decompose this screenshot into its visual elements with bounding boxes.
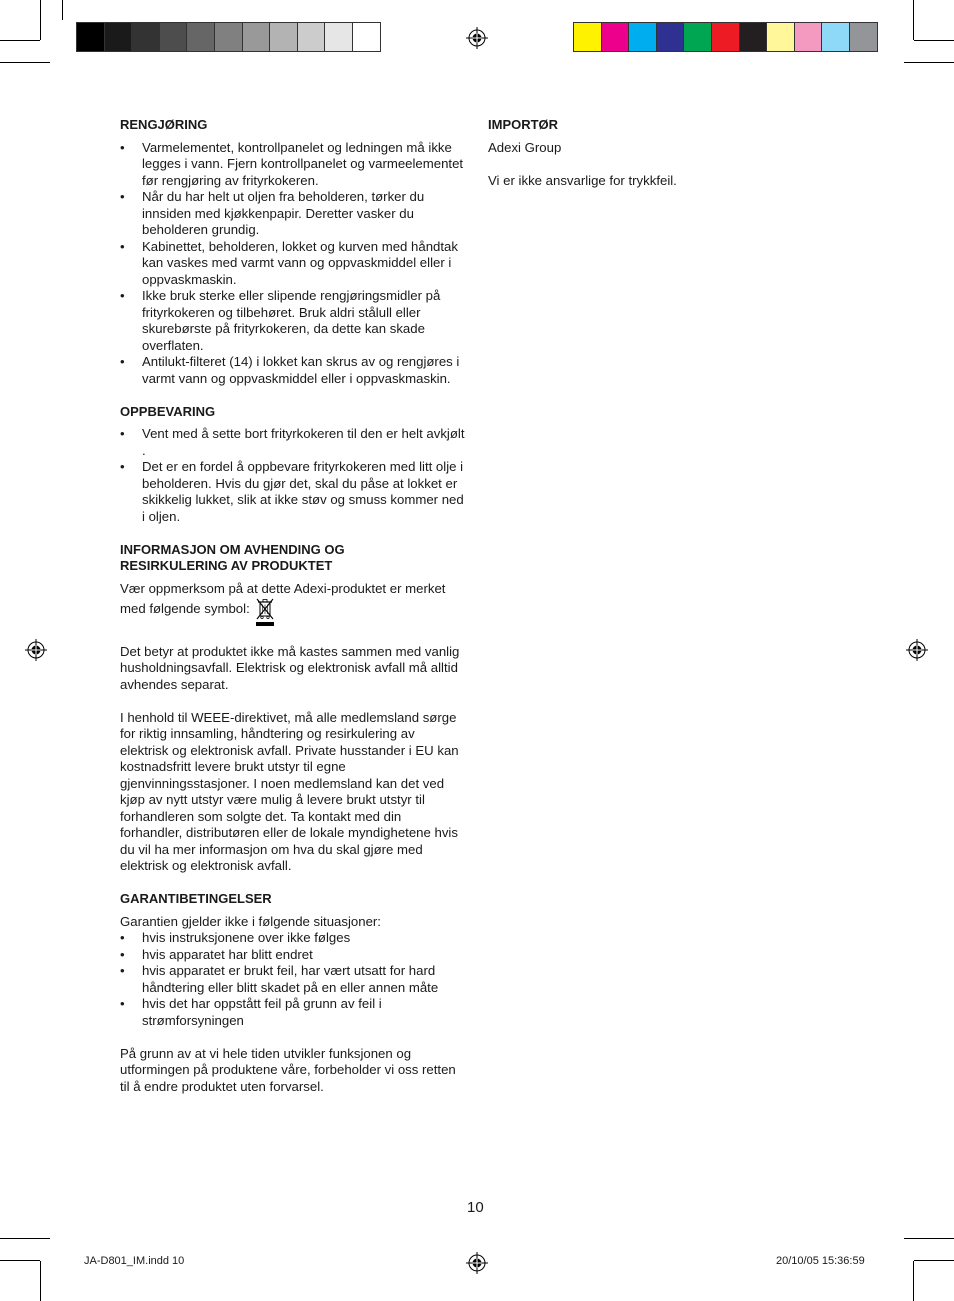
color-swatch [822,23,850,51]
list-item: • hvis apparatet har blitt endret [120,947,465,964]
list-item: • Antilukt-filteret (14) i lokket kan skrus av og rengjøres i varmt vann og oppvaskmiddel eller i oppvaskmaskin. [120,354,465,387]
storage-heading: OPPBEVARING [120,403,216,419]
list-item: • hvis apparatet er brukt feil, har vært utsatt for hard håndtering eller blitt skadet på en eller annen måte [120,963,465,996]
color-swatch [684,23,712,51]
color-swatch [712,23,740,51]
warranty-heading: GARANTIBETINGELSER [120,891,272,906]
color-swatch [187,23,215,51]
importer-name: Adexi Group [488,139,562,155]
disposal-paragraph-symbol [120,581,465,628]
list-item: • hvis det har oppstått feil på grunn av feil i strømforsyningen [120,996,465,1029]
storage-section [120,404,465,526]
storage-list [120,426,465,525]
cleaning-heading: RENGJØRING [120,117,208,132]
importer-heading: IMPORTØR [488,117,559,132]
color-swatch [795,23,823,51]
color-swatch [850,23,877,51]
disposal-text: Vær oppmerksom på at dette Adexi-produktet er merket med følgende symbol: [120,580,446,616]
disposal-section [120,542,465,875]
weee-paragraph: I henhold til WEEE-direktivet, må alle medlemsland sørge for riktig innsamling, håndtering og resirkulering av elektrisk og elektronisk avfall. Private husstander i EU kan kostnadsfritt levere brukt utstyr til egne gjenvinningsstasjoner. I noen medlemsland kan det ved kjøp av nytt utstyr være mulig å levere brukt utstyr til forhandleren som solgte det. Ta kontakt med din forhandler, distributøren eller de lokale myndighetene hvis du vil ha mer informasjon om hva du skal gjøre med elektrisk og elektronisk avfall. [120,709,459,873]
color-swatch [215,23,243,51]
list-item: • Det er en fordel å oppbevare frityrkokeren med litt olje i beholderen. Hvis du gjør det, skal du påse at lokket er skikkelig lukket, slik at ikke støv og smuss kommer ned i oljen. [120,459,465,525]
list-item: • Vent med å sette bort frityrkokeren til den er helt avkjølt . [120,426,465,459]
color-swatch [657,23,685,51]
color-swatch [574,23,602,51]
cleaning-section [120,117,465,387]
footer-timestamp: 20/10/05 15:36:59 [776,1255,865,1267]
color-swatch [740,23,768,51]
color-swatch [270,23,298,51]
cleaning-list [120,140,465,388]
color-swatch [629,23,657,51]
color-swatch [298,23,326,51]
disposal-paragraph: Det betyr at produktet ikke må kastes sammen med vanlig husholdningsavfall. Elektrisk og elektronisk avfall må alltid avhendes separat. [120,643,460,692]
registration-mark-icon [25,639,47,661]
disposal-heading [120,542,465,575]
warranty-closing: På grunn av at vi hele tiden utvikler funksjonen og utformingen på produktene våre, forbeholder vi oss retten til å endre produktet uten forvarsel. [120,1045,456,1094]
registration-mark-icon [466,1252,488,1274]
color-swatch [602,23,630,51]
color-swatch [132,23,160,51]
warranty-list [120,930,465,1029]
disposal-heading-line-1: INFORMASJON OM AVHENDING OG [120,541,345,557]
list-item: • hvis instruksjonene over ikke følges [120,930,465,947]
process-color-bar [573,22,878,52]
crossed-bin-icon [254,597,276,627]
warranty-intro: Garantien gjelder ikke i følgende situasjoner: [120,913,381,929]
right-column [488,117,788,189]
color-swatch [160,23,188,51]
footer-filename: JA-D801_IM.indd 10 [84,1255,185,1267]
left-column [120,117,465,1112]
registration-mark-icon [906,639,928,661]
misprint-disclaimer: Vi er ikke ansvarlige for trykkfeil. [488,172,677,188]
color-swatch [325,23,353,51]
warranty-section [120,891,465,1095]
color-swatch [767,23,795,51]
color-swatch [353,23,380,51]
list-item: • Kabinettet, beholderen, lokket og kurven med håndtak kan vaskes med varmt vann og oppvaskmiddel eller i oppvaskmaskin. [120,239,465,289]
list-item: • Ikke bruk sterke eller slipende rengjøringsmidler på frityrkokeren og tilbehøret. Bruk aldri stålull eller skurebørste på frityrkokeren, da dette kan skade overflaten. [120,288,465,354]
grayscale-color-bar [76,22,381,52]
registration-mark-icon [466,27,488,49]
color-swatch [105,23,133,51]
color-swatch [77,23,105,51]
list-item: • Varmelementet, kontrollpanelet og ledningen må ikke legges i vann. Fjern kontrollpanelet og varmeelementet før rengjøring av frityrkokeren. [120,140,465,190]
page-number: 10 [467,1199,484,1216]
disposal-heading-line-2: RESIRKULERING AV PRODUKTET [120,558,333,573]
color-swatch [243,23,271,51]
list-item: • Når du har helt ut oljen fra beholderen, tørker du innsiden med kjøkkenpapir. Deretter vasker du beholderen grundig. [120,189,465,239]
